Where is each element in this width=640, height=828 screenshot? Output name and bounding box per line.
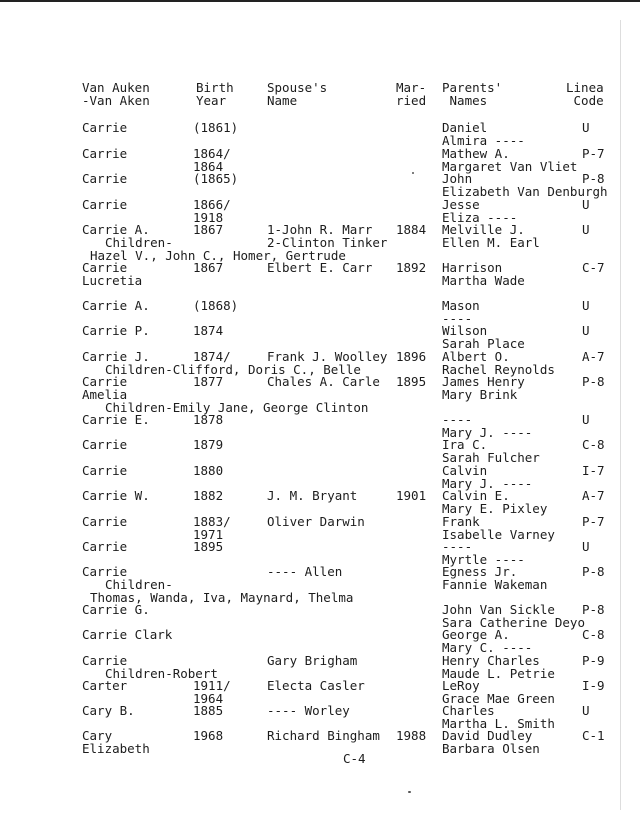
entry-spouse: Elbert E. Carr	[267, 260, 373, 275]
entry-spouse: Frank J. Woolley	[267, 349, 388, 364]
entry-parent-father: Jesse	[442, 197, 480, 212]
entry-parent-father: Wilson	[442, 323, 488, 338]
entry-parent-father: Calvin E.	[442, 488, 510, 503]
entry-lineage-code: U	[582, 197, 590, 212]
entry-parent-father: ----	[442, 412, 473, 427]
header-spouse-line1: Spouse's	[267, 80, 328, 95]
entry-children-names: Hazel V., John C., Homer, Gertrude	[90, 247, 346, 263]
entry-name: Carrie	[82, 514, 128, 529]
header-parents-line1: Parents'	[442, 80, 503, 95]
header-spouse	[267, 82, 327, 108]
entry-parent-mother: Sarah Fulcher	[442, 449, 540, 465]
entry-lineage-code: C-7	[582, 260, 605, 275]
entry-parent-mother: Martha L. Smith	[442, 715, 555, 731]
entry-spouse: J. M. Bryant	[267, 488, 358, 503]
entry-name: Carrie	[82, 564, 128, 579]
entry-parent-mother: Sarah Place	[442, 335, 525, 351]
entry-parent-father: ----	[442, 539, 473, 554]
entry-name: Carrie	[82, 197, 128, 212]
entry-parent-mother: Myrtle ----	[442, 551, 525, 567]
header-code-line2: Code	[566, 92, 604, 108]
header-married-line1: Mar-	[396, 80, 427, 95]
entry-children-label: Children-	[105, 234, 173, 250]
entry-birth-year: 1883/	[193, 514, 231, 529]
entry-lineage-code: P-8	[582, 374, 605, 389]
entry-birth-year: (1861)	[193, 120, 239, 135]
entry-parent-mother: Sara Catherine Deyo	[442, 614, 585, 630]
entry-spouse: Chales A. Carle	[267, 374, 380, 389]
entry-lineage-code: C-1	[582, 728, 605, 743]
entry-parent-father: John Van Sickle	[442, 602, 555, 617]
entry-lineage-code: P-8	[582, 602, 605, 617]
entry-name: Carrie J.	[82, 349, 150, 364]
entry-parent-mother: Mary J. ----	[442, 475, 533, 491]
entry-spouse: 1-John R. Marr	[267, 222, 373, 237]
entry-lineage-code: P-7	[582, 514, 605, 529]
entry-lineage-code: I-7	[582, 463, 605, 478]
entry-parent-mother: Mary C. ----	[442, 639, 533, 655]
entry-parent-father: LeRoy	[442, 678, 480, 693]
entry-spouse: Oliver Darwin	[267, 514, 365, 529]
entry-lineage-code: U	[582, 703, 590, 718]
entry-parent-father: Henry Charles	[442, 653, 540, 668]
entry-name: Carrie	[82, 120, 128, 135]
entry-name: Carrie G.	[82, 602, 150, 617]
entry-name: Carrie Clark	[82, 627, 173, 642]
entry-birth-year: 1880	[193, 463, 224, 478]
header-birth-line2: Year	[196, 92, 227, 108]
entry-parent-mother: Maude L. Petrie	[442, 665, 555, 681]
entry-name: Carrie	[82, 653, 128, 668]
header-spouse-line2: Name	[267, 92, 298, 108]
entry-lineage-code: A-7	[582, 488, 605, 503]
entry-spouse: Gary Brigham	[267, 653, 358, 668]
entry-birth-year: 1882	[193, 488, 224, 503]
entry-name: Carrie	[82, 146, 128, 161]
entry-parent-mother: Mary J. ----	[442, 424, 533, 440]
entry-lineage-code: P-7	[582, 146, 605, 161]
entry-parent-father: George A.	[442, 627, 510, 642]
entry-spouse: Electa Casler	[267, 678, 365, 693]
entry-parent-mother: Elizabeth Van Denburgh	[442, 183, 608, 199]
entry-name: Carrie A.	[82, 222, 150, 237]
entry-lineage-code: P-8	[582, 564, 605, 579]
header-name	[82, 82, 150, 108]
entry-name: Cary B.	[82, 703, 135, 718]
header-code-line1: Linea	[566, 80, 604, 95]
entry-lineage-code: U	[582, 120, 590, 135]
entry-parent-father: Harrison	[442, 260, 503, 275]
entry-married-year: 1988	[396, 728, 427, 743]
entry-birth-year: 1911/	[193, 678, 231, 693]
header-name-line1: Van Auken	[82, 80, 150, 95]
entry-name: Carrie	[82, 374, 128, 389]
entry-lineage-code: U	[582, 539, 590, 554]
entry-name: Carrie	[82, 260, 128, 275]
entry-birth-year: 1864/	[193, 146, 231, 161]
entry-birth-year: 1877	[193, 374, 224, 389]
entry-death-year: 1918	[193, 209, 224, 225]
header-name-line2: -Van Aken	[82, 92, 150, 108]
entry-parent-father: Frank	[442, 514, 480, 529]
header-married	[396, 82, 426, 108]
entry-birth-year: (1865)	[193, 171, 239, 186]
entry-parent-mother: Mary Brink	[442, 386, 518, 402]
entry-parent-mother: Rachel Reynolds	[442, 361, 555, 377]
entry-lineage-code: P-9	[582, 653, 605, 668]
entry-parent-father: Ira C.	[442, 437, 488, 452]
entry-name: Carrie W.	[82, 488, 150, 503]
entry-name-second-line: Elizabeth	[82, 740, 150, 756]
entry-parent-father: Melville J.	[442, 222, 525, 237]
entry-spouse-second: 2-Clinton Tinker	[267, 234, 388, 250]
entry-death-year: 1864	[193, 158, 224, 174]
entry-lineage-code: A-7	[582, 349, 605, 364]
entry-parent-mother: Ellen M. Earl	[442, 234, 540, 250]
entry-birth-year: 1968	[193, 728, 224, 743]
entry-name: Carrie	[82, 437, 128, 452]
entry-parent-mother: Eliza ----	[442, 209, 518, 225]
entry-parent-mother: Fannie Wakeman	[442, 576, 548, 592]
entry-birth-year: 1867	[193, 222, 224, 237]
entry-name: Carrie E.	[82, 412, 150, 427]
entry-name: Carrie	[82, 463, 128, 478]
header-parents	[442, 82, 502, 108]
entry-name: Carter	[82, 678, 128, 693]
entry-parent-father: David Dudley	[442, 728, 533, 743]
entry-lineage-code: U	[582, 323, 590, 338]
entry-birth-year: 1866/	[193, 197, 231, 212]
entry-married-year: 1884	[396, 222, 427, 237]
entry-children: Children-Emily Jane, George Clinton	[105, 399, 369, 415]
entry-parent-father: Egness Jr.	[442, 564, 518, 579]
entry-parent-father: James Henry	[442, 374, 525, 389]
header-married-line2: ried	[396, 92, 427, 108]
entry-married-year: 1892	[396, 260, 427, 275]
entry-lineage-code: C-8	[582, 437, 605, 452]
entry-name: Carrie	[82, 539, 128, 554]
entry-parent-mother: Martha Wade	[442, 272, 525, 288]
entry-name: Carrie P.	[82, 323, 150, 338]
entry-parent-mother: Isabelle Varney	[442, 526, 555, 542]
entry-death-year: 1964	[193, 690, 224, 706]
entry-married-year: 1901	[396, 488, 427, 503]
entry-birth-year: 1867	[193, 260, 224, 275]
entry-parent-father: Calvin	[442, 463, 488, 478]
entry-birth-year: (1868)	[193, 298, 239, 313]
entry-parent-father: Albert O.	[442, 349, 510, 364]
entry-spouse: ---- Worley	[267, 703, 350, 718]
entry-parent-mother: Almira ----	[442, 132, 525, 148]
entry-spouse: ---- Allen	[267, 564, 343, 579]
entry-lineage-code: U	[582, 222, 590, 237]
entry-birth-year: 1879	[193, 437, 224, 452]
entry-parent-father: Charles	[442, 703, 495, 718]
entry-birth-year: 1874/	[193, 349, 231, 364]
scan-speck	[412, 172, 414, 174]
header-code	[566, 82, 604, 108]
page-number: C-4	[343, 751, 366, 766]
entry-parent-mother: Grace Mae Green	[442, 690, 555, 706]
entry-married-year: 1896	[396, 349, 427, 364]
scan-edge-line	[620, 20, 621, 810]
entry-parent-father: John	[442, 171, 473, 186]
entry-birth-year: 1885	[193, 703, 224, 718]
entry-parent-mother: Mary E. Pixley	[442, 500, 548, 516]
entry-name-second-line: Amelia	[82, 386, 128, 402]
entry-name: Carrie	[82, 171, 128, 186]
entry-married-year: 1895	[396, 374, 427, 389]
entry-parent-father: Mason	[442, 298, 480, 313]
entry-birth-year: 1874	[193, 323, 224, 338]
entry-lineage-code: U	[582, 412, 590, 427]
entry-spouse: Richard Bingham	[267, 728, 380, 743]
entry-name: Cary	[82, 728, 113, 743]
entry-lineage-code: P-8	[582, 171, 605, 186]
top-rule	[0, 0, 640, 2]
entry-death-year: 1971	[193, 526, 224, 542]
entry-children: Children-Clifford, Doris C., Belle	[105, 361, 361, 377]
entry-parent-mother: ----	[442, 310, 473, 326]
entry-lineage-code: C-8	[582, 627, 605, 642]
entry-name-second-line: Lucretia	[82, 272, 143, 288]
entry-children-names: Thomas, Wanda, Iva, Maynard, Thelma	[90, 589, 354, 605]
scan-speck	[408, 791, 411, 793]
header-parents-line2: Names	[442, 92, 488, 108]
header-birth	[196, 82, 234, 108]
entry-children-label: Children-	[105, 576, 173, 592]
entry-parent-father: Daniel	[442, 120, 488, 135]
entry-lineage-code: I-9	[582, 678, 605, 693]
header-birth-line1: Birth	[196, 80, 234, 95]
entry-parent-mother: Barbara Olsen	[442, 740, 540, 756]
entry-name: Carrie A.	[82, 298, 150, 313]
entry-birth-year: 1878	[193, 412, 224, 427]
entry-lineage-code: U	[582, 298, 590, 313]
entry-parent-father: Mathew A.	[442, 146, 510, 161]
entry-children: Children-Robert	[105, 665, 218, 681]
entry-birth-year: 1895	[193, 539, 224, 554]
entry-parent-mother: Margaret Van Vliet	[442, 158, 578, 174]
